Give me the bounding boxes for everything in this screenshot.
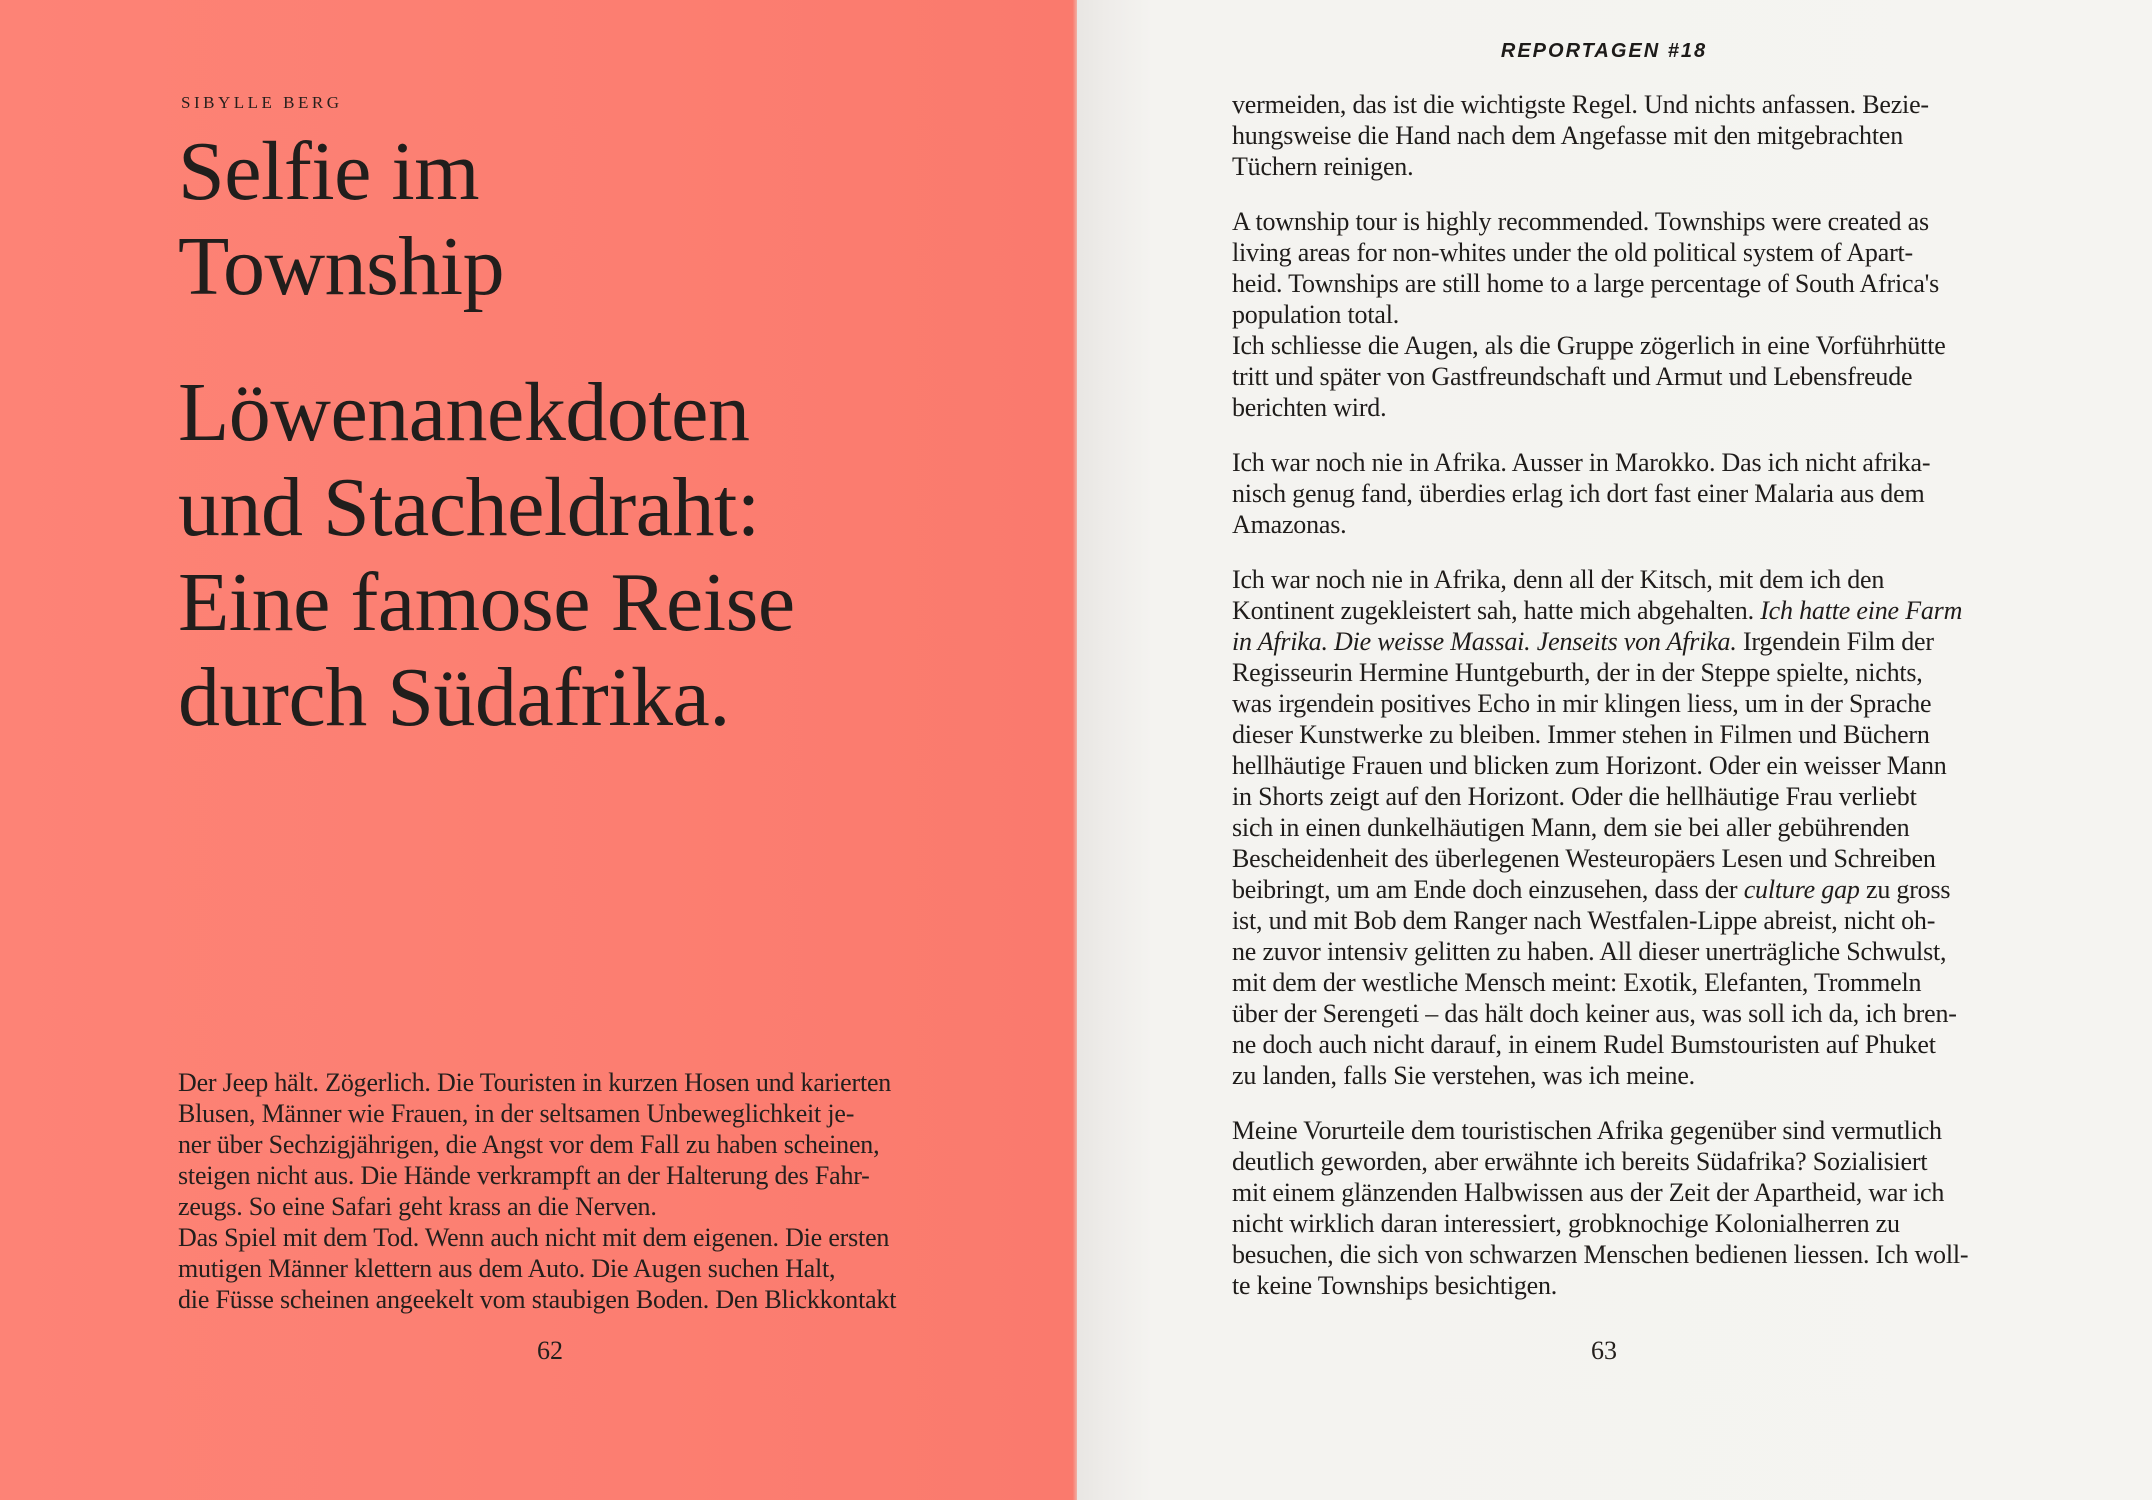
text-line: zu landen, falls Sie verstehen, was ich meine. <box>1232 1061 1695 1090</box>
text-line: über der Serengeti – das hält doch keiner aus, was soll ich da, ich bren- <box>1232 999 1957 1028</box>
text-line: Der Jeep hält. Zögerlich. Die Touristen in kurzen Hosen und karierten <box>178 1068 892 1097</box>
text-line: dieser Kunstwerke zu bleiben. Immer stehen in Filmen und Büchern <box>1232 720 1930 749</box>
text-line: ner über Sechzigjährigen, die Angst vor dem Fall zu haben scheinen, <box>178 1130 880 1159</box>
text-line: hellhäutige Frauen und blicken zum Horizont. Oder ein weisser Mann <box>1232 751 1947 780</box>
title-line: Selfie im <box>178 125 480 218</box>
page-number: 62 <box>537 1336 563 1365</box>
text-line: was irgendein positives Echo in mir klingen liess, um in der Sprache <box>1232 689 1932 718</box>
text-line: deutlich geworden, aber erwähnte ich bereits Südafrika? Sozialisiert <box>1232 1147 1928 1176</box>
paragraph <box>1232 206 1992 423</box>
text-line: mutigen Männer klettern aus dem Auto. Die Augen suchen Halt, <box>178 1254 836 1283</box>
text-line: heid. Townships are still home to a large percentage of South Africa's <box>1232 269 1940 298</box>
text-line: zeugs. So eine Safari geht krass an die Nerven. <box>178 1192 657 1221</box>
paragraph <box>1232 564 1992 1091</box>
paragraph <box>1232 89 1992 182</box>
text-line: mit einem glänzenden Halbwissen aus der Zeit der Apartheid, war ich <box>1232 1178 1945 1207</box>
subtitle-line: Löwenanekdoten <box>178 366 750 459</box>
text-line: Kontinent zugekleistert sah, hatte mich abgehalten. Ich hatte eine Farm <box>1232 596 1963 625</box>
text-line: nicht wirklich daran interessiert, grobknochige Kolonialherren zu <box>1232 1209 1900 1238</box>
text-line: Amazonas. <box>1232 510 1347 539</box>
text-line: die Füsse scheinen angeekelt vom staubigen Boden. Den Blickkontakt <box>178 1285 897 1314</box>
subtitle-line: und Stacheldraht: <box>178 461 760 554</box>
text-line: nisch genug fand, überdies erlag ich dort fast einer Malaria aus dem <box>1232 479 1925 508</box>
text-line: beibringt, um am Ende doch einzusehen, dass der culture gap zu gross <box>1232 875 1951 904</box>
subtitle-line: Eine famose Reise <box>178 556 795 649</box>
right-body-text <box>1232 89 1992 1301</box>
article-title <box>178 124 504 314</box>
text-line: mit dem der westliche Mensch meint: Exotik, Elefanten, Trommeln <box>1232 968 1922 997</box>
text-line: in Afrika. Die weisse Massai. Jenseits von Afrika. Irgendein Film der <box>1232 627 1934 656</box>
text-line: sich in einen dunkelhäutigen Mann, dem sie bei aller gebührenden <box>1232 813 1910 842</box>
text-line: in Shorts zeigt auf den Horizont. Oder die hellhäutige Frau verliebt <box>1232 782 1917 811</box>
text-line: ist, und mit Bob dem Ranger nach Westfalen-Lippe abreist, nicht oh- <box>1232 906 1936 935</box>
text-line: Ich schliesse die Augen, als die Gruppe zögerlich in eine Vorführhütte <box>1232 331 1946 360</box>
text-line: te keine Townships besichtigen. <box>1232 1271 1558 1300</box>
text-line: Bescheidenheit des überlegenen Westeuropäers Lesen und Schreiben <box>1232 844 1936 873</box>
author-name: SIBYLLE BERG <box>181 93 343 112</box>
left-body-text <box>178 1067 896 1315</box>
text-line: A township tour is highly recommended. Townships were created as <box>1232 207 1929 236</box>
right-page <box>1077 0 2152 1500</box>
article-subtitle <box>178 365 795 745</box>
text-line: population total. <box>1232 300 1400 329</box>
text-line: steigen nicht aus. Die Hände verkrampft an der Halterung des Fahr- <box>178 1161 870 1190</box>
running-header: REPORTAGEN #18 <box>1500 40 1708 62</box>
title-line: Township <box>178 220 505 313</box>
text-line: living areas for non-whites under the old political system of Apart- <box>1232 238 1914 267</box>
text-line: Das Spiel mit dem Tod. Wenn auch nicht mit dem eigenen. Die ersten <box>178 1223 890 1252</box>
text-line: Tüchern reinigen. <box>1232 152 1414 181</box>
text-line: berichten wird. <box>1232 393 1387 422</box>
text-line: ne zuvor intensiv gelitten zu haben. All dieser unerträgliche Schwulst, <box>1232 937 1947 966</box>
text-line: Ich war noch nie in Afrika. Ausser in Marokko. Das ich nicht afrika- <box>1232 448 1931 477</box>
paragraph <box>1232 1115 1992 1301</box>
text-line: Meine Vorurteile dem touristischen Afrika gegenüber sind vermutlich <box>1232 1116 1942 1145</box>
text-line: Ich war noch nie in Afrika, denn all der Kitsch, mit dem ich den <box>1232 565 1885 594</box>
text-line: Regisseurin Hermine Huntgeburth, der in der Steppe spielte, nichts, <box>1232 658 1923 687</box>
page-number: 63 <box>1591 1336 1617 1365</box>
text-line: tritt und später von Gastfreundschaft und Armut und Lebensfreude <box>1232 362 1913 391</box>
subtitle-line: durch Südafrika. <box>178 651 730 744</box>
text-line: hungsweise die Hand nach dem Angefasse mit den mitgebrachten <box>1232 121 1904 150</box>
text-line: besuchen, die sich von schwarzen Menschen bedienen liessen. Ich woll- <box>1232 1240 1969 1269</box>
text-line: ne doch auch nicht darauf, in einem Rudel Bumstouristen auf Phuket <box>1232 1030 1936 1059</box>
paragraph <box>1232 447 1992 540</box>
text-line: Blusen, Männer wie Frauen, in der seltsamen Unbeweglichkeit je- <box>178 1099 855 1128</box>
text-line: vermeiden, das ist die wichtigste Regel. Und nichts anfassen. Bezie- <box>1232 90 1929 119</box>
